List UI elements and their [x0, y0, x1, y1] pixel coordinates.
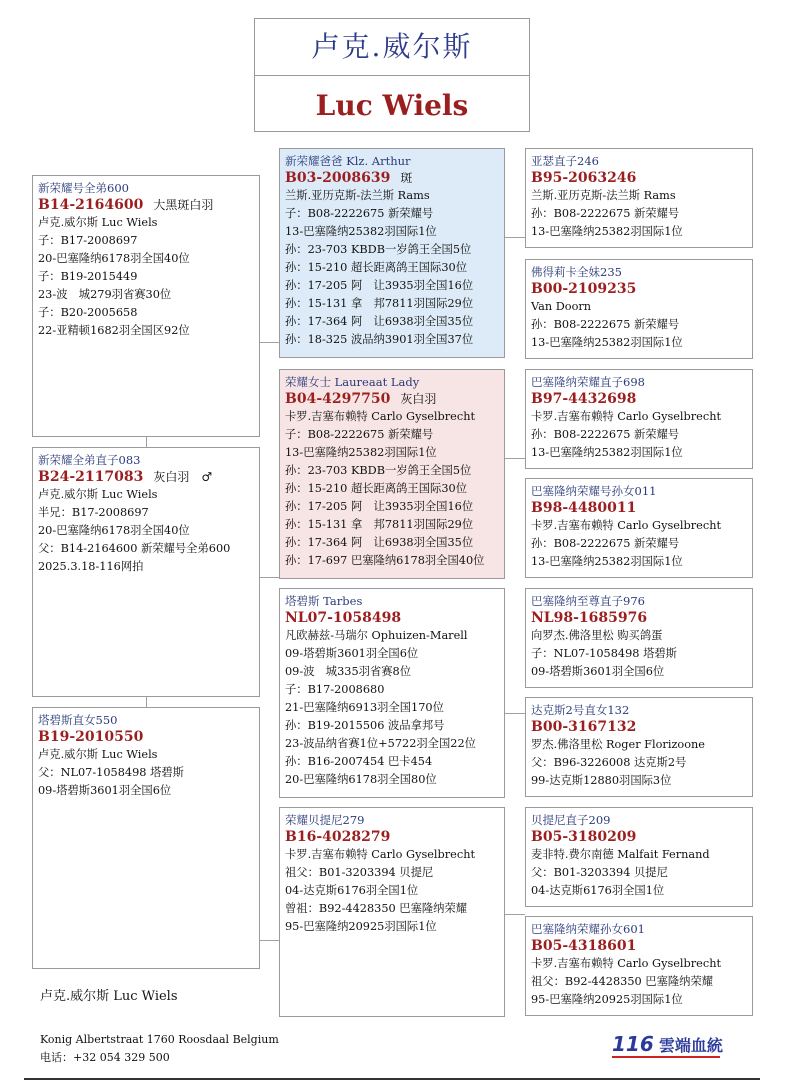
bird-name: 巴塞隆纳至尊直子976 [531, 594, 645, 608]
connector [259, 342, 280, 343]
bird-name: 巴塞隆纳荣耀直子698 [531, 375, 645, 389]
detail-line: 孙：17-697 巴塞隆纳6178羽全国40位 [285, 554, 485, 567]
ring-text: B14-2164600 [38, 197, 144, 213]
detail-line: 卡罗.吉塞布赖特 Carlo Gyselbrecht [531, 957, 722, 970]
title-english: Luc Wiels [315, 89, 469, 122]
detail-line: 09-波 城335羽省赛8位 [285, 665, 412, 678]
bird-name: 贝提尼直子209 [531, 813, 611, 827]
phone: 电话：+32 054 329 500 [40, 1051, 170, 1064]
detail-line: 23-波 城279羽省赛30位 [38, 288, 172, 301]
ring-number: B97-4432698 [531, 391, 637, 407]
detail-line: 20-巴塞隆纳6178羽全国40位 [38, 524, 190, 537]
connector [504, 458, 525, 459]
card-sire-dam [279, 369, 505, 579]
detail-line: 2025.3.18-116网拍 [38, 560, 144, 573]
ring-number [38, 468, 254, 486]
detail-line: 95-巴塞隆纳20925羽国际1位 [531, 993, 683, 1006]
bird-name: 荣耀女士 Laureaat Lady [285, 375, 420, 389]
detail-line: 孙：15-210 超长距离鸽王国际30位 [285, 482, 467, 495]
ring-number [285, 169, 499, 187]
detail-line: 父：B14-2164600 新荣耀号全弟600 [38, 542, 231, 555]
detail-line: 父：B01-3203394 贝提尼 [531, 866, 668, 879]
ring-number [285, 828, 499, 846]
detail-line: 子：B17-2008680 [285, 683, 385, 696]
bird-name: 佛得莉卡全妹235 [531, 265, 622, 279]
bird-color: 斑 [400, 171, 413, 185]
detail-line: 孙：B19-2015506 波品拿邦号 [285, 719, 445, 732]
ring-number [38, 196, 254, 214]
card-gg-5 [525, 588, 753, 688]
detail-line: 孙：B16-2007454 巴卡454 [285, 755, 433, 768]
bird-name: 达克斯2号直女132 [531, 703, 630, 717]
detail-line: 21-巴塞隆纳6913羽全国170位 [285, 701, 444, 714]
card-gg-6 [525, 697, 753, 797]
connector [504, 237, 525, 238]
connector [504, 914, 525, 915]
detail-line: 13-巴塞隆纳25382羽国际1位 [285, 225, 437, 238]
logo-text: 雲端血統 [658, 1036, 723, 1055]
detail-line: 孙：23-703 KBDB一岁鸽王全国5位 [285, 243, 472, 256]
ring-text: B04-4297750 [285, 391, 391, 407]
detail-line: 04-达克斯6176羽全国1位 [285, 884, 419, 897]
bird-color: 大黑斑白羽 [153, 198, 214, 212]
bird-name: 巴塞隆纳荣耀号孙女011 [531, 484, 657, 498]
detail-line: 13-巴塞隆纳25382羽国际1位 [531, 225, 683, 238]
bird-color: 灰白羽 ♂ [153, 470, 213, 484]
card-main-bird [32, 175, 260, 437]
detail-line: 孙：23-703 KBDB一岁鸽王全国5位 [285, 464, 472, 477]
ring-number: B98-4480011 [531, 500, 637, 516]
detail-line: 99-达克斯12880羽国际3位 [531, 774, 672, 787]
ring-number: B05-4318601 [531, 938, 637, 954]
bird-name: 塔碧斯直女550 [38, 713, 118, 727]
detail-line: 半兄：B17-2008697 [38, 506, 149, 519]
detail-line: 卢克.威尔斯 Luc Wiels [38, 748, 158, 761]
detail-line: 09-塔碧斯3601羽全国6位 [38, 784, 172, 797]
bird-name: 塔碧斯 Tarbes [285, 594, 363, 608]
detail-line: 孙：17-364 阿 让6938羽全国35位 [285, 315, 474, 328]
detail-line: 子：B08-2222675 新荣耀号 [285, 428, 434, 441]
card-gg-4 [525, 478, 753, 578]
detail-line: Van Doorn [531, 300, 592, 313]
card-gg-8 [525, 916, 753, 1016]
detail-line: 孙：15-131 拿 邦7811羽国际29位 [285, 297, 474, 310]
detail-line: 祖父：B01-3203394 贝提尼 [285, 866, 434, 879]
detail-line: 卡罗.吉塞布赖特 Carlo Gyselbrecht [531, 519, 722, 532]
detail-line: 子：B19-2015449 [38, 270, 138, 283]
logo-underline [612, 1056, 720, 1058]
ring-number [285, 609, 499, 627]
detail-line: 孙：17-205 阿 让3935羽全国16位 [285, 279, 474, 292]
card-gg-1 [525, 148, 753, 248]
detail-line: 兰斯.亚历克斯-法兰斯 Rams [531, 189, 676, 202]
connector [146, 437, 147, 447]
detail-line: 孙：B08-2222675 新荣耀号 [531, 318, 680, 331]
detail-line: 13-巴塞隆纳25382羽国际1位 [531, 446, 683, 459]
detail-line: 罗杰.佛洛里松 Roger Florizoone [531, 738, 705, 751]
detail-line: 曾祖：B92-4428350 巴塞隆纳荣耀 [285, 902, 468, 915]
detail-line: 20-巴塞隆纳6178羽全国80位 [285, 773, 437, 786]
detail-line: 兰斯.亚历克斯-法兰斯 Rams [285, 189, 430, 202]
ring-number: NL98-1685976 [531, 610, 648, 626]
card-dam-dam [279, 807, 505, 1017]
brand-logo [612, 1032, 723, 1056]
ring-text: B16-4028279 [285, 829, 391, 845]
ring-text: NL07-1058498 [285, 610, 402, 626]
connector [504, 713, 525, 714]
card-gg-3 [525, 369, 753, 469]
ring-text: B19-2010550 [38, 729, 144, 745]
bottom-rule [24, 1078, 760, 1080]
detail-line: 孙：B08-2222675 新荣耀号 [531, 207, 680, 220]
detail-line: 13-巴塞隆纳25382羽国际1位 [531, 555, 683, 568]
detail-line: 孙：B08-2222675 新荣耀号 [531, 537, 680, 550]
card-sibling [32, 447, 260, 697]
bird-name: 新荣耀全弟直子083 [38, 453, 141, 467]
connector [146, 697, 147, 707]
detail-line: 父：NL07-1058498 塔碧斯 [38, 766, 184, 779]
detail-line: 卢克.威尔斯 Luc Wiels [38, 488, 158, 501]
title-chinese: 卢克.威尔斯 [255, 19, 529, 76]
detail-line: 卢克.威尔斯 Luc Wiels [38, 216, 158, 229]
bird-name: 新荣耀号全弟600 [38, 181, 129, 195]
bird-name: 荣耀贝提尼279 [285, 813, 365, 827]
title-box [254, 18, 530, 132]
detail-line: 子：B20-2005658 [38, 306, 138, 319]
detail-line: 22-亚精顿1682羽全国区92位 [38, 324, 190, 337]
ring-number: B05-3180209 [531, 829, 637, 845]
detail-line: 04-达克斯6176羽全国1位 [531, 884, 665, 897]
bird-color: 灰白羽 [400, 392, 437, 406]
connector [259, 940, 280, 941]
detail-line: 卡罗.吉塞布赖特 Carlo Gyselbrecht [531, 410, 722, 423]
breeder-name: 卢克.威尔斯 Luc Wiels [40, 989, 178, 1004]
detail-line: 95-巴塞隆纳20925羽国际1位 [285, 920, 437, 933]
ring-text: B24-2117083 [38, 469, 144, 485]
detail-line: 孙：B08-2222675 新荣耀号 [531, 428, 680, 441]
detail-line: 向罗杰.佛洛里松 购买鸽蛋 [531, 629, 663, 642]
card-dam-sire [279, 588, 505, 798]
address: Konig Albertstraat 1760 Roosdaal Belgium [40, 1033, 279, 1046]
ring-number: B00-2109235 [531, 281, 637, 297]
detail-line: 孙：15-210 超长距离鸽王国际30位 [285, 261, 467, 274]
detail-line: 麦非特.费尔南德 Malfait Fernand [531, 848, 710, 861]
detail-line: 祖父：B92-4428350 巴塞隆纳荣耀 [531, 975, 714, 988]
card-gg-7 [525, 807, 753, 907]
detail-line: 卡罗.吉塞布赖特 Carlo Gyselbrecht [285, 848, 476, 861]
ring-number: B00-3167132 [531, 719, 637, 735]
detail-line: 孙：17-205 阿 让3935羽全国16位 [285, 500, 474, 513]
detail-line: 09-塔碧斯3601羽全国6位 [285, 647, 419, 660]
bird-name: 亚瑟直子246 [531, 154, 599, 168]
card-dam [32, 707, 260, 969]
card-gg-2 [525, 259, 753, 359]
ring-number: B95-2063246 [531, 170, 637, 186]
bird-name: 新荣耀爸爸 Klz. Arthur [285, 154, 411, 168]
bird-name: 巴塞隆纳荣耀孙女601 [531, 922, 645, 936]
detail-line: 孙：15-131 拿 邦7811羽国际29位 [285, 518, 474, 531]
detail-line: 13-巴塞隆纳25382羽国际1位 [285, 446, 437, 459]
detail-line: 09-塔碧斯3601羽全国6位 [531, 665, 665, 678]
ring-text: B03-2008639 [285, 170, 391, 186]
detail-line: 子：NL07-1058498 塔碧斯 [531, 647, 677, 660]
detail-line: 子：B08-2222675 新荣耀号 [285, 207, 434, 220]
connector [259, 577, 280, 578]
ring-number [285, 390, 499, 408]
detail-line: 13-巴塞隆纳25382羽国际1位 [531, 336, 683, 349]
ring-number [38, 728, 254, 746]
detail-line: 父：B96-3226008 达克斯2号 [531, 756, 687, 769]
card-sire-sire [279, 148, 505, 358]
detail-line: 23-波品纳省赛1位+5722羽全国22位 [285, 737, 476, 750]
detail-line: 孙：17-364 阿 让6938羽全国35位 [285, 536, 474, 549]
detail-line: 凡欧赫兹-马瑞尔 Ophuizen-Marell [285, 629, 468, 642]
detail-line: 卡罗.吉塞布赖特 Carlo Gyselbrecht [285, 410, 476, 423]
logo-number: 116 [612, 1032, 654, 1056]
detail-line: 子：B17-2008697 [38, 234, 138, 247]
detail-line: 孙：18-325 波品纳3901羽全国37位 [285, 333, 474, 346]
detail-line: 20-巴塞隆纳6178羽全国40位 [38, 252, 190, 265]
